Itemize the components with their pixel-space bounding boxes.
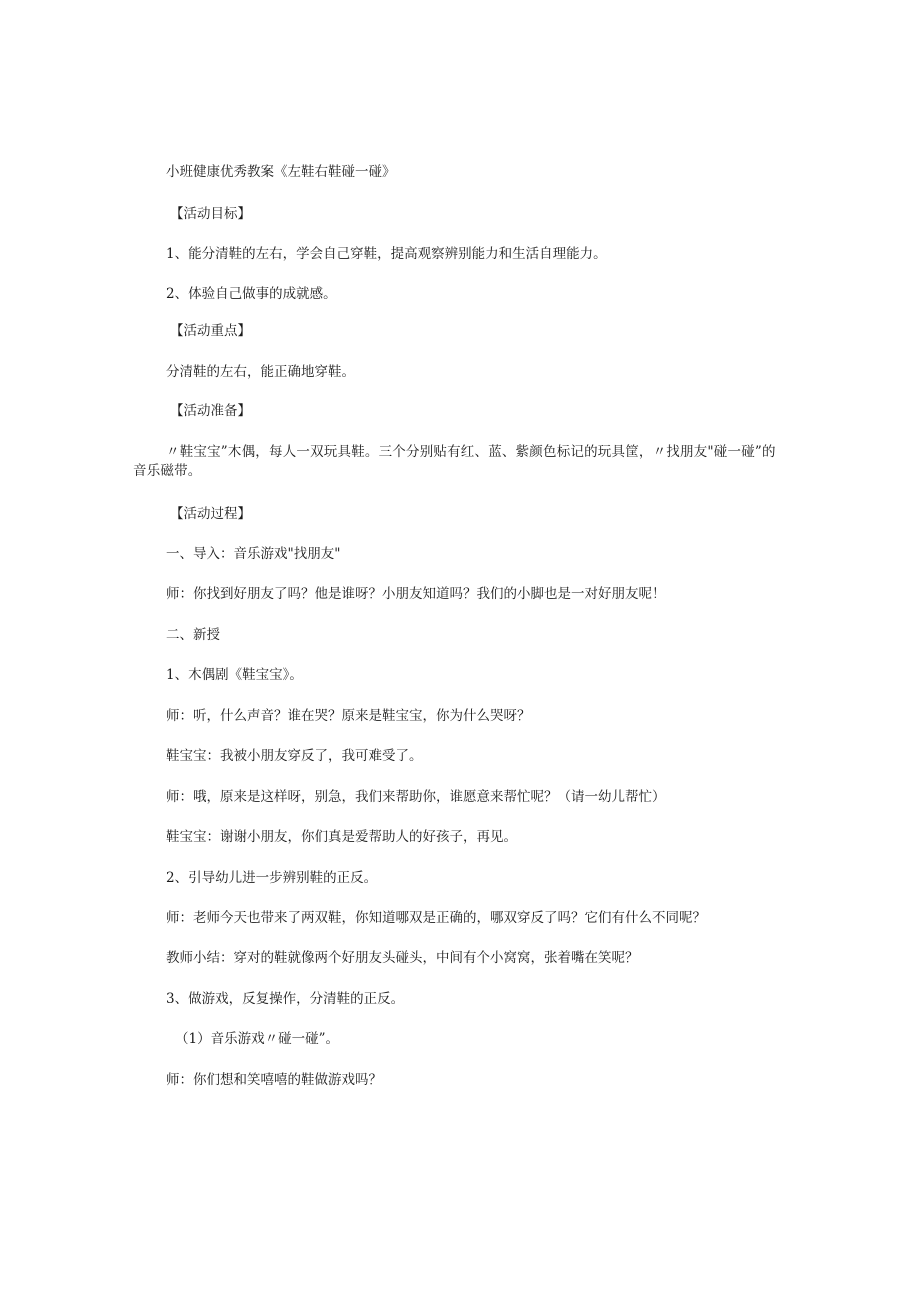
step-2: 二、新授: [166, 627, 220, 643]
teacher-summary: 教师小结：穿对的鞋就像两个好朋友头碰头，中间有个小窝窝，张着嘴在笑呢？: [166, 950, 639, 966]
teacher-line-5: 师：你们想和笑嘻嘻的鞋做游戏吗？: [166, 1072, 382, 1088]
sub-step-2: 2、引导幼儿进一步辨别鞋的正反。: [166, 870, 378, 886]
sub-step-3: 3、做游戏，反复操作，分清鞋的正反。: [166, 991, 405, 1007]
focus-text: 分清鞋的左右，能正确地穿鞋。: [166, 364, 355, 380]
document-title: 小班健康优秀教案《左鞋右鞋碰一碰》: [166, 164, 396, 180]
shoe-line-1: 鞋宝宝：我被小朋友穿反了，我可难受了。: [166, 748, 423, 764]
focus-heading: 【活动重点】: [170, 323, 251, 339]
process-heading: 【活动过程】: [170, 506, 251, 522]
prep-heading: 【活动准备】: [170, 403, 251, 419]
teacher-line-3: 师：哦，原来是这样呀，别急，我们来帮助你，谁愿意来帮忙呢？（请一幼儿帮忙）: [166, 789, 666, 805]
prep-text: 〃鞋宝宝”木偶，每人一双玩具鞋。三个分别贴有红、蓝、紫颜色标记的玩具筐，〃找朋友"碰一碰”的音乐磁带。: [133, 444, 776, 479]
shoe-line-2: 鞋宝宝：谢谢小朋友，你们真是爱帮助人的好孩子，再见。: [166, 829, 517, 845]
teacher-line-4: 师：老师今天也带来了两双鞋，你知道哪双是正确的，哪双穿反了吗？它们有什么不同呢？: [166, 910, 706, 926]
goals-heading: 【活动目标】: [170, 206, 251, 222]
teacher-line-2: 师：听，什么声音？谁在哭？原来是鞋宝宝，你为什么哭呀？: [166, 708, 531, 724]
game-item-1: （1）音乐游戏〃碰一碰”。: [175, 1031, 339, 1047]
goal-item-2: 2、体验自己做事的成就感。: [166, 286, 337, 302]
sub-step-1: 1、木偶剧《鞋宝宝》。: [166, 667, 303, 683]
step-1: 一、导入：音乐游戏"找朋友": [166, 546, 341, 562]
teacher-line-1: 师：你找到好朋友了吗？他是谁呀？小朋友知道吗？我们的小脚也是一对好朋友呢！: [166, 586, 666, 602]
goal-item-1: 1、能分清鞋的左右，学会自己穿鞋，提高观察辨别能力和生活自理能力。: [166, 246, 607, 262]
